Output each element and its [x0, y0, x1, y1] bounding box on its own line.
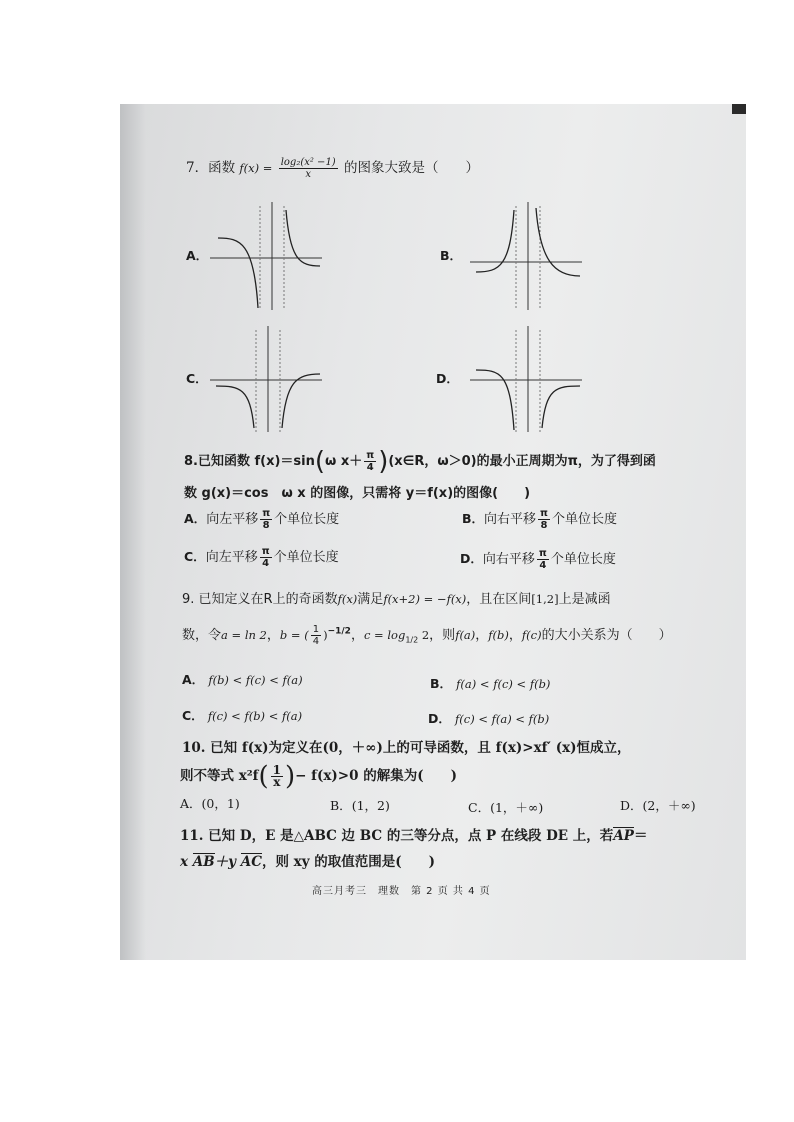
q8-option-b: B．向右平移 $\frac{\pi}{8}$ 个单位长度 — [462, 508, 617, 531]
q7-option-c-label: C． — [186, 371, 208, 386]
paper-corner — [732, 104, 746, 114]
q10-option-a: A．(0，1) — [180, 796, 240, 811]
q7-graph-b — [470, 200, 590, 312]
q11-stem-line2: x AB＋y AC，则 xy 的取值范围是( ) — [180, 854, 436, 870]
q7-fraction: $\frac{\text{log₂(x² −1)}}{x}$ — [280, 157, 336, 180]
q9-option-d: D． f(c) < f(a) < f(b) — [428, 711, 550, 726]
exam-paper — [120, 104, 746, 960]
q9-stem-line1: 9. 已知定义在R上的奇函数f(x)满足f(x+2) = −f(x)，且在区间[1,2]上是减函 — [182, 592, 611, 607]
q7-graph-d — [470, 324, 590, 434]
q9-option-a: A． f(b) < f(c) < f(a) — [182, 672, 303, 687]
q7-option-d-label: D． — [436, 371, 459, 386]
q7-option-a-label: A． — [186, 248, 209, 263]
q10-option-c: C．(1，＋∞) — [468, 800, 544, 815]
q8-stem-line1: 8.已知函数 f(x)＝sin(ω x＋ $\frac{\pi}{4}$ )(x∈R，ω＞0)的最小正周期为π，为了得到函 — [184, 446, 656, 477]
q7-stem: 7．函数 f(x) = $\frac{\text{log₂(x² −1)}}{x}$ 的图象大致是（ ） — [186, 157, 479, 180]
q9-stem-line2: 数，令a = ln 2，b = ( $\frac{1}{4}$ )$^{-1/2}$，$c = \log_{1/2} 2$，则f(a)，f(b)，f(c)的大小关系为（ ） — [182, 624, 672, 647]
q9-option-b: B． f(a) < f(c) < f(b) — [430, 676, 551, 691]
vector-ab: AB — [192, 854, 215, 870]
q8-option-c: C．向左平移 $\frac{\pi}{4}$ 个单位长度 — [184, 546, 339, 569]
q7-graph-c — [210, 324, 330, 434]
q9-option-c: C． f(c) < f(b) < f(a) — [182, 708, 303, 723]
q8-stem-line2: 数 g(x)＝cos ω x 的图像，只需将 y＝f(x)的图像( ) — [184, 486, 531, 501]
q7-graph-a — [210, 200, 330, 312]
vector-ap: AP — [613, 828, 634, 844]
q8-option-a: A．向左平移 $\frac{\pi}{8}$ 个单位长度 — [184, 508, 340, 531]
q10-stem-line2: 则不等式 x²f( $\frac{1}{x}$ )− f(x)>0 的解集为( ) — [180, 761, 457, 792]
q11-stem-line1: 11. 已知 D，E 是△ABC 边 BC 的三等分点，点 P 在线段 DE 上，若AP＝ — [180, 828, 648, 844]
q10-option-d: D．(2，＋∞) — [620, 798, 696, 813]
vector-ac: AC — [240, 854, 262, 870]
page-footer: 高三月考三 理数 第 2 页 共 4 页 — [312, 886, 491, 897]
q10-stem-line1: 10. 已知 f(x)为定义在(0，＋∞)上的可导函数，且 f(x)>xf′ (x)恒成立， — [182, 740, 631, 756]
q10-option-b: B．(1，2) — [330, 798, 390, 813]
q8-pi-over-4: $\frac{\pi}{4}$ — [366, 450, 375, 473]
q8-option-d: D．向右平移 $\frac{\pi}{4}$ 个单位长度 — [460, 548, 616, 571]
paper-shadow — [120, 104, 146, 960]
q7-option-b-label: B． — [440, 248, 463, 263]
